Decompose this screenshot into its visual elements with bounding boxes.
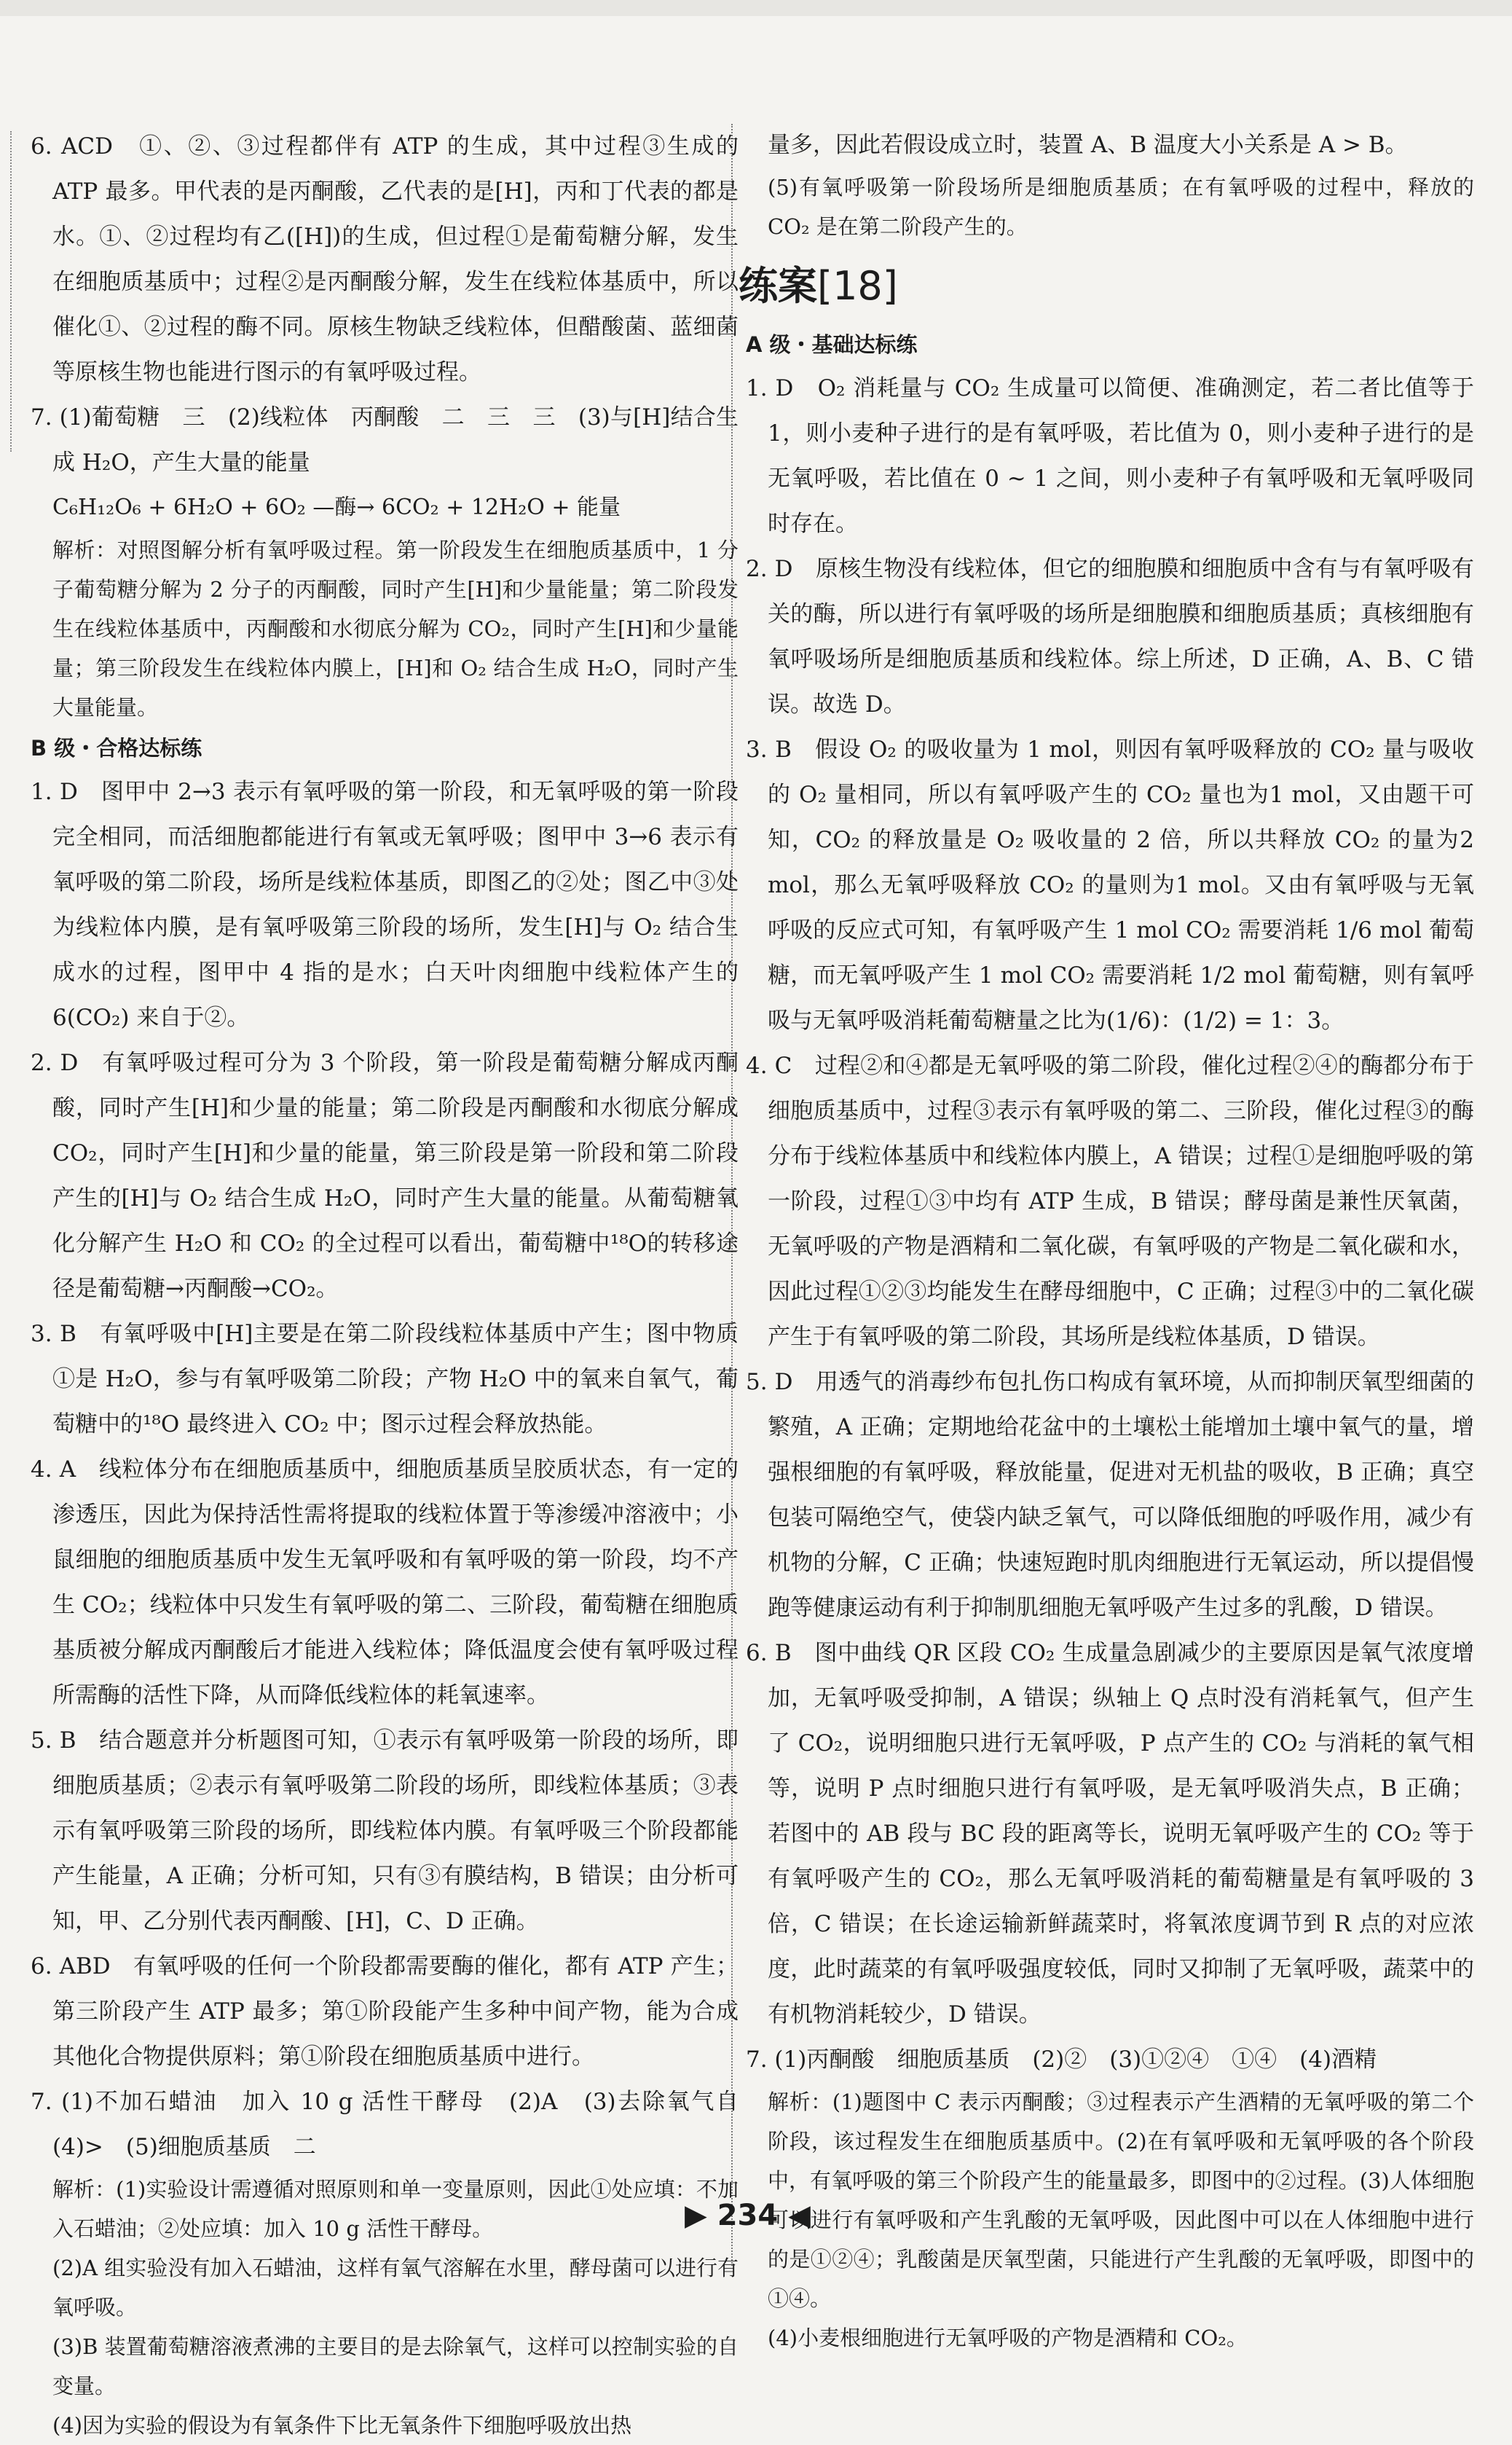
answer-a3: 3. B 假设 O₂ 的吸收量为 1 mol，则因有氧呼吸释放的 CO₂ 量与吸收的 O₂ 量相同，所以有氧呼吸产生的 CO₂ 量也为1 mol，又由题干可知，CO₂ 的释放量是 O₂ 吸收量的 2 倍，所以共释放 CO₂ 的量为2 mol，那么无氧呼吸释放 CO₂ 的量则为1 mol。又由有氧呼吸与无氧呼吸的反应式可知，有氧呼吸产生 1 mol CO₂ 需要消耗 1/6 mol 葡萄糖，而无氧呼吸产生 1 mol CO₂ 需要消耗 1/2 mol 葡萄糖，则有氧呼吸与无氧呼吸消耗葡萄糖量之比为(1/6)：(1/2) = 1：3。 [746,737,1474,1034]
analysis-b7-3: (3)B 装置葡萄糖溶液煮沸的主要目的是去除氧气，这样可以控制实验的自变量。 [52,2334,739,2398]
section-title-text: 练案 [739,263,817,309]
right-column [739,122,1474,2358]
analysis-b7-4: (4)因为实验的假设为有氧条件下比无氧条件下细胞呼吸放出热 [52,2413,632,2438]
answer-b5: 5. B 结合题意并分析题图可知，①表示有氧呼吸第一阶段的场所，即细胞质基质；②表示有氧呼吸第二阶段的场所，即线粒体基质；③表示有氧呼吸第三阶段的场所，即线粒体内膜。有氧呼吸三个阶段都能产生能量，A 正确；分析可知，只有③有膜结构，B 错误；由分析可知，甲、乙分别代表丙酮酸、[H]，C、D 正确。 [31,1727,739,1934]
page-number: ▶ 234 ◀ [685,2199,811,2232]
section-title-number: [18] [817,263,898,309]
answer-b4: 4. A 线粒体分布在细胞质基质中，细胞质基质呈胶质状态，有一定的渗透压，因此为保持活性需将提取的线粒体置于等渗缓冲溶液中；小鼠细胞的细胞质基质中发生无氧呼吸和有氧呼吸的第一阶段，均不产生 CO₂；线粒体中只发生有氧呼吸的第二、三阶段，葡萄糖在细胞质基质被分解成丙酮酸后才能进入线粒体；降低温度会使有氧呼吸过程所需酶的活性下降，从而降低线粒体的耗氧速率。 [31,1456,739,1708]
analysis-a7-1: 解析：(1)题图中 C 表示丙酮酸；③过程表示产生酒精的无氧呼吸的第二个阶段，该过程发生在细胞质基质中。(2)在有氧呼吸和无氧呼吸的各个阶段中，有氧呼吸的第三个阶段产生的能量最多，即图中的②过程。(3)人体细胞可以进行有氧呼吸和产生乳酸的无氧呼吸，因此图中可以在人体细胞中进行的是①②④；乳酸菌是厌氧型菌，只能进行产生乳酸的无氧呼吸，即图中的①④。 [768,2089,1474,2311]
answer-b7: 7. (1)不加石蜡油 加入 10 g 活性干酵母 (2)A (3)去除氧气自 (4)> (5)细胞质基质 二 [31,2089,761,2160]
analysis-b7-2: (2)A 组实验没有加入石蜡油，这样有氧气溶解在水里，酵母菌可以进行有氧呼吸。 [52,2256,739,2320]
answer-a6: 6. B 图中曲线 QR 区段 CO₂ 生成量急剧减少的主要原因是氧气浓度增加，无氧呼吸受抑制，A 错误；纵轴上 Q 点时没有消耗氧气，但产生了 CO₂，说明细胞只进行无氧呼吸，P 点产生的 CO₂ 与消耗的氧气相等，说明 P 点时细胞只进行有氧呼吸，是无氧呼吸消失点，B 正确；若图中的 AB 段与 BC 段的距离等长，说明无氧呼吸产生的 CO₂ 等于有氧呼吸产生的 CO₂，那么无氧呼吸消耗的葡萄糖量是有氧呼吸的 3 倍，C 错误；在长途运输新鲜蔬菜时，将氧浓度调节到 R 点的对应浓度，此时蔬菜的有氧呼吸强度较低，同时又抑制了无氧呼吸，蔬菜中的有机物消耗较少，D 错误。 [746,1640,1474,2028]
analysis-a7-2: (4)小麦根细胞进行无氧呼吸的产物是酒精和 CO₂。 [768,2326,1248,2350]
analysis-b7-1: 解析：(1)实验设计需遵循对照原则和单一变量原则，因此①处应填：不加入石蜡油；②处应填：加入 10 g 活性干酵母。 [52,2177,739,2241]
section-title [739,254,1474,319]
answer-b1: 1. D 图甲中 2→3 表示有氧呼吸的第一阶段，和无氧呼吸的第一阶段完全相同，而活细胞都能进行有氧或无氧呼吸；图甲中 3→6 表示有氧呼吸的第二阶段，场所是线粒体基质，即图乙的②处；图乙中③处为线粒体内膜，是有氧呼吸第三阶段的场所，发生[H]与 O₂ 结合生成水的过程，图甲中 4 指的是水；白天叶肉细胞中线粒体产生的 6(CO₂) 来自于②。 [31,779,739,1031]
answer-a2: 2. D 原核生物没有线粒体，但它的细胞膜和细胞质中含有与有氧呼吸有关的酶，所以进行有氧呼吸的场所是细胞膜和细胞质基质；真核细胞有氧呼吸场所是细胞质基质和线粒体。综上所述，D 正确，A、B、C 错误。故选 D。 [746,556,1474,718]
equation: C₆H₁₂O₆ + 6H₂O + 6O₂ —酶→ 6CO₂ + 12H₂O + 能量 [52,495,621,520]
analysis-b7-5: (5)有氧呼吸第一阶段场所是细胞质基质；在有氧呼吸的过程中，释放的 CO₂ 是在第二阶段产生的。 [768,175,1474,239]
answer-b6: 6. ABD 有氧呼吸的任何一个阶段都需要酶的催化，都有 ATP 产生；第三阶段产生 ATP 最多；第①阶段能产生多种中间产物，能为合成其他化合物提供原料；第①阶段在细胞质基质中进行。 [31,1953,739,2070]
answer-a1: 1. D O₂ 消耗量与 CO₂ 生成量可以简便、准确测定，若二者比值等于1，则小麦种子进行的是有氧呼吸，若比值为 0，则小麦种子进行的是无氧呼吸，若比值在 0 ~ 1 之间，则小麦种子有氧呼吸和无氧呼吸同时存在。 [746,375,1474,537]
continuation-text: 量多，因此若假设成立时，装置 A、B 温度大小关系是 A > B。 [768,132,1408,158]
binding-edge [0,131,12,452]
section-heading-a: A 级・基础达标练 [746,332,918,357]
answer-a4: 4. C 过程②和④都是无氧呼吸的第二阶段，催化过程②④的酶都分布于细胞质基质中，过程③表示有氧呼吸的第二、三阶段，催化过程③的酶分布于线粒体基质中和线粒体内膜上，A 错误；过程①是细胞呼吸的第一阶段，过程①③中均有 ATP 生成，B 错误；酵母菌是兼性厌氧菌，无氧呼吸的产物是酒精和二氧化碳，有氧呼吸的产物是二氧化碳和水，因此过程①②③均能发生在酵母细胞中，C 正确；过程③中的二氧化碳产生于有氧呼吸的第二阶段，其场所是线粒体基质，D 错误。 [746,1053,1474,1350]
answer-b3: 3. B 有氧呼吸中[H]主要是在第二阶段线粒体基质中产生；图中物质①是 H₂O，参与有氧呼吸第二阶段；产物 H₂O 中的氧来自氧气，葡萄糖中的¹⁸O 最终进入 CO₂ 中；图示过程会释放热能。 [31,1321,739,1437]
answer-a7: 7. (1)丙酮酸 细胞质基质 (2)② (3)①②④ ①④ (4)酒精 [746,2046,1377,2073]
answer-6: 6. ACD ①、②、③过程都伴有 ATP 的生成，其中过程③生成的 ATP 最多。甲代表的是丙酮酸，乙代表的是[H]，丙和丁代表的都是水。①、②过程均有乙([H])的生成，但过程①是葡萄糖分解，发生在细胞质基质中；过程②是丙酮酸分解，发生在线粒体基质中，所以催化①、②过程的酶不同。原核生物缺乏线粒体，但醋酸菌、蓝细菌等原核生物也能进行图示的有氧呼吸过程。 [31,133,739,385]
answer-a5: 5. D 用透气的消毒纱布包扎伤口构成有氧环境，从而抑制厌氧型细菌的繁殖，A 正确；定期地给花盆中的土壤松土能增加土壤中氧气的量，增强根细胞的有氧呼吸，释放能量，促进对无机盐的吸收，B 正确；真空包装可隔绝空气，使袋内缺乏氧气，可以降低细胞的呼吸作用，减少有机物的分解，C 正确；快速短跑时肌肉细胞进行无氧运动，所以提倡慢跑等健康运动有利于抑制肌细胞无氧呼吸产生过多的乳酸，D 错误。 [746,1369,1474,1621]
section-heading-b: B 级・合格达标练 [31,736,202,761]
answer-b2: 2. D 有氧呼吸过程可分为 3 个阶段，第一阶段是葡萄糖分解成丙酮酸，同时产生[H]和少量的能量；第二阶段是丙酮酸和水彻底分解成 CO₂，同时产生[H]和少量的能量，第三阶段是第一阶段和第二阶段产生的[H]与 O₂ 结合生成 H₂O，同时产生大量的能量。从葡萄糖氧化分解产生 H₂O 和 CO₂ 的全过程可以看出，葡萄糖中¹⁸O的转移途径是葡萄糖→丙酮酸→CO₂。 [31,1050,739,1302]
analysis-7: 解析：对照图解分析有氧呼吸过程。第一阶段发生在细胞质基质中，1 分子葡萄糖分解为 2 分子的丙酮酸，同时产生[H]和少量能量；第二阶段发生在线粒体基质中，丙酮酸和水彻底分解为 CO₂，同时产生[H]和少量能量；第三阶段发生在线粒体内膜上，[H]和 O₂ 结合生成 H₂O，同时产生大量能量。 [52,538,739,720]
answer-7: 7. (1)葡萄糖 三 (2)线粒体 丙酮酸 二 三 三 (3)与[H]结合生成 H₂O，产生大量的能量 [31,404,739,476]
top-band [0,0,1512,16]
